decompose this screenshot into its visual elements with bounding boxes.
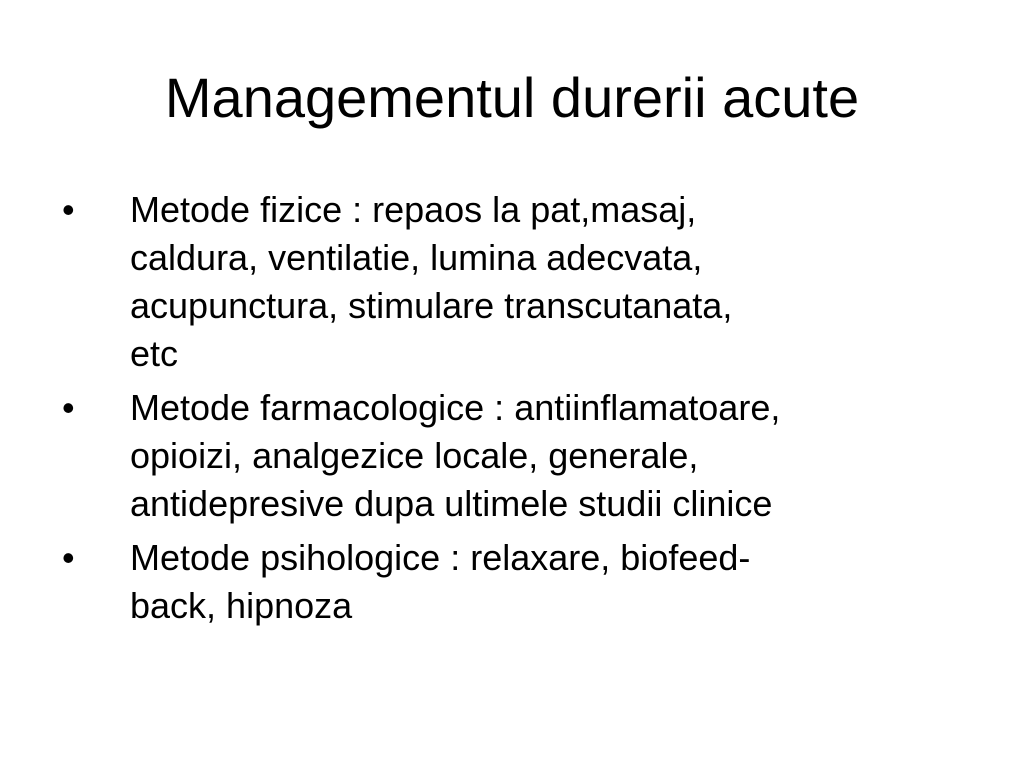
- bullet-item-physical-methods: [58, 186, 968, 378]
- bullet-icon: •: [62, 387, 75, 428]
- bullet-list: [58, 186, 968, 636]
- bullet-icon: •: [62, 189, 75, 230]
- slide-title: Managementul durerii acute: [164, 66, 860, 129]
- bullet-item-psychological-methods: [58, 534, 968, 630]
- bullet-icon: •: [62, 537, 75, 578]
- bullet-text: Metode psihologice : relaxare, biofeed- back, hipnoza: [130, 537, 751, 626]
- bullet-item-pharmacological-methods: [58, 384, 968, 528]
- bullet-text: Metode farmacologice : antiinflamatoare, opioizi, analgezice locale, generale, antidepresive dupa ultimele studii clinice: [130, 387, 781, 524]
- bullet-text: Metode fizice : repaos la pat,masaj, caldura, ventilatie, lumina adecvata, acupunctura, stimulare transcutanata, etc: [130, 189, 733, 374]
